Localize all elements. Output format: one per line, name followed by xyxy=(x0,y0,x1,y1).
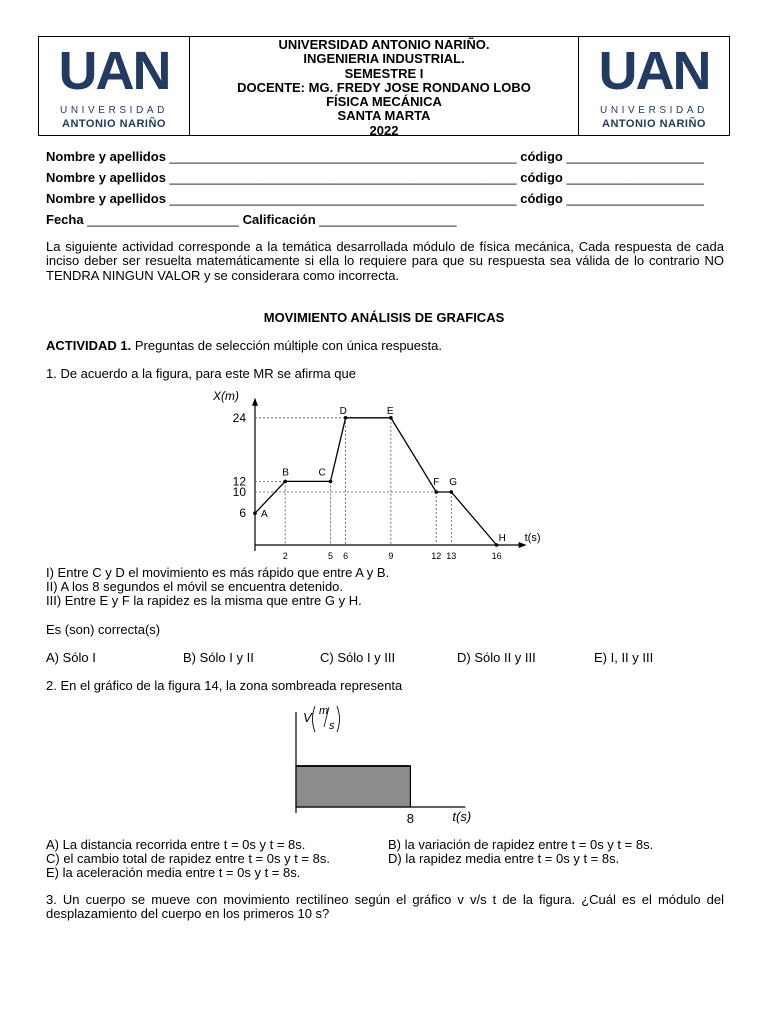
data-point xyxy=(253,511,257,515)
q1-statement-1: I) Entre C y D el movimiento es más rápido que entre A y B. xyxy=(46,565,390,580)
shaded-area xyxy=(296,766,410,807)
name-label: Nombre y apellidos xyxy=(46,170,166,185)
x-tick-label: 16 xyxy=(491,551,502,560)
section-title: MOVIMIENTO ANÁLISIS DE GRAFICAS xyxy=(263,310,505,325)
x-axis-label: t(s) xyxy=(524,532,541,544)
y-axis-label: X(m) xyxy=(213,390,239,403)
q2-prompt: 2. En el gráfico de la figura 14, la zona sombreada representa xyxy=(46,678,403,693)
q1-option-b[interactable]: B) Sólo I y II xyxy=(183,650,254,665)
header-line: UNIVERSIDAD ANTONIO NARIÑO. xyxy=(278,37,490,52)
x-axis-label: t(s) xyxy=(452,809,472,824)
point-label: H xyxy=(498,533,506,544)
name-blank[interactable]: ________________________________________________ xyxy=(169,170,517,185)
point-label: G xyxy=(449,477,458,488)
point-label: B xyxy=(282,467,289,479)
y-label-num: m xyxy=(319,705,329,717)
logo-wordmark: UAN xyxy=(598,41,710,101)
q1-question: Es (son) correcta(s) xyxy=(46,622,161,637)
q1-option-e[interactable]: E) I, II y III xyxy=(594,650,654,665)
point-label: F xyxy=(433,477,440,488)
date-grade-row[interactable] xyxy=(46,212,457,227)
name-row-1[interactable] xyxy=(46,149,704,164)
activity-line xyxy=(46,338,442,353)
q2-option-a[interactable]: A) La distancia recorrida entre t = 0s y t = 8s. xyxy=(46,837,306,852)
code-blank[interactable]: ___________________ xyxy=(566,191,704,206)
q1-statement-3: III) Entre E y F la rapidez es la misma que entre G y H. xyxy=(46,593,362,608)
header-line: SEMESTRE I xyxy=(344,65,424,81)
header-logo-left xyxy=(39,37,190,135)
header-title-block xyxy=(190,37,578,136)
y-tick-label: 24 xyxy=(232,410,246,425)
q1-option-c[interactable]: C) Sólo I y III xyxy=(320,650,396,665)
logo-universidad: UNIVERSIDAD xyxy=(60,105,168,116)
activity-text: Preguntas de selección múltiple con única respuesta. xyxy=(131,338,442,353)
x-tick-label: 6 xyxy=(343,551,349,560)
q1-option-a[interactable]: A) Sólo I xyxy=(46,650,96,665)
logo-wordmark: UAN xyxy=(58,41,170,101)
point-label: A xyxy=(261,509,268,521)
name-row-3[interactable] xyxy=(46,191,704,206)
name-blank[interactable]: ________________________________________________ xyxy=(169,191,517,206)
q2-option-d[interactable]: D) la rapidez media entre t = 0s y t = 8s. xyxy=(388,851,620,866)
header-logo-right xyxy=(578,37,729,135)
x-tick-label: 13 xyxy=(446,551,457,560)
chart-velocity-time xyxy=(280,700,490,830)
data-point xyxy=(450,490,454,494)
y-label-v: V xyxy=(303,710,312,725)
y-label-den: s xyxy=(329,720,335,732)
code-blank[interactable]: ___________________ xyxy=(566,149,704,164)
header-line: DOCENTE: MG. FREDY JOSE RONDANO LOBO xyxy=(237,79,531,95)
grade-blank[interactable]: ___________________ xyxy=(319,212,457,227)
y-label-paren-right xyxy=(337,706,340,732)
y-label-paren-left xyxy=(313,706,316,732)
x-tick-label: 9 xyxy=(388,551,394,560)
uan-logo-left xyxy=(47,41,181,130)
y-tick-label: 10 xyxy=(232,485,246,499)
q2-option-b[interactable]: B) la variación de rapidez entre t = 0s y t = 8s. xyxy=(388,837,654,852)
q3-prompt: 3. Un cuerpo se mueve con movimiento rectilíneo según el gráfico v v/s t de la figura. ¿Cuál es el módulo del desplazamiento del cuerpo en los primeros 10 s? xyxy=(46,892,724,922)
point-label: C xyxy=(318,467,326,479)
name-label: Nombre y apellidos xyxy=(46,149,166,164)
data-point xyxy=(283,480,287,484)
x-tick-label: 12 xyxy=(431,551,442,560)
header-line: 2022 xyxy=(369,122,399,138)
series-line xyxy=(255,418,497,545)
y-tick-label: 6 xyxy=(239,506,246,521)
data-point xyxy=(329,480,333,484)
code-label: código xyxy=(520,170,563,185)
name-row-2[interactable] xyxy=(46,170,704,185)
header-table xyxy=(38,36,730,136)
x-tick-label: 5 xyxy=(327,551,334,560)
q1-option-d[interactable]: D) Sólo II y III xyxy=(457,650,536,665)
name-blank[interactable]: ________________________________________________ xyxy=(169,149,517,164)
header-line: FÍSICA MECÁNICA xyxy=(326,94,442,110)
x-tick-label: 2 xyxy=(282,551,288,560)
code-label: código xyxy=(520,149,563,164)
point-label: D xyxy=(339,405,347,417)
date-label: Fecha xyxy=(46,212,84,227)
date-blank[interactable]: _____________________ xyxy=(87,212,240,227)
code-blank[interactable]: ___________________ xyxy=(566,170,704,185)
x-tick-label: 8 xyxy=(406,811,415,826)
name-label: Nombre y apellidos xyxy=(46,191,166,206)
y-tick-label: 12 xyxy=(232,474,246,489)
q2-option-c[interactable]: C) el cambio total de rapidez entre t = 0s y t = 8s. xyxy=(46,851,330,866)
q1-prompt: 1. De acuerdo a la figura, para este MR se afirma que xyxy=(46,366,356,381)
q1-statement-2: II) A los 8 segundos el móvil se encuentra detenido. xyxy=(46,579,344,594)
q2-option-e[interactable]: E) la aceleración media entre t = 0s y t = 8s. xyxy=(46,865,301,880)
uan-logo-right xyxy=(587,41,721,130)
point-label: E xyxy=(386,405,394,417)
header-line: SANTA MARTA xyxy=(337,108,431,124)
code-label: código xyxy=(520,191,563,206)
logo-universidad: UNIVERSIDAD xyxy=(600,105,708,116)
grade-label: Calificación xyxy=(242,212,316,227)
y-axis-arrow xyxy=(252,398,258,406)
chart-position-time xyxy=(200,390,570,560)
activity-label: ACTIVIDAD 1. xyxy=(46,338,132,353)
logo-antonio-narino: ANTONIO NARIÑO xyxy=(602,118,706,130)
header-line: INGENIERIA INDUSTRIAL. xyxy=(303,51,465,67)
y-axis-label xyxy=(303,705,340,732)
data-point xyxy=(434,490,438,494)
logo-antonio-narino: ANTONIO NARIÑO xyxy=(62,118,166,130)
intro-paragraph: La siguiente actividad corresponde a la temática desarrollada módulo de física mecánica, Cada respuesta de cada inciso deber ser resuelta matemáticamente si ella lo requiere para que su respuesta sea válida de lo contrario NO TENDRA NINGUN VALOR y se considerara como incorrecta. xyxy=(46,239,724,283)
